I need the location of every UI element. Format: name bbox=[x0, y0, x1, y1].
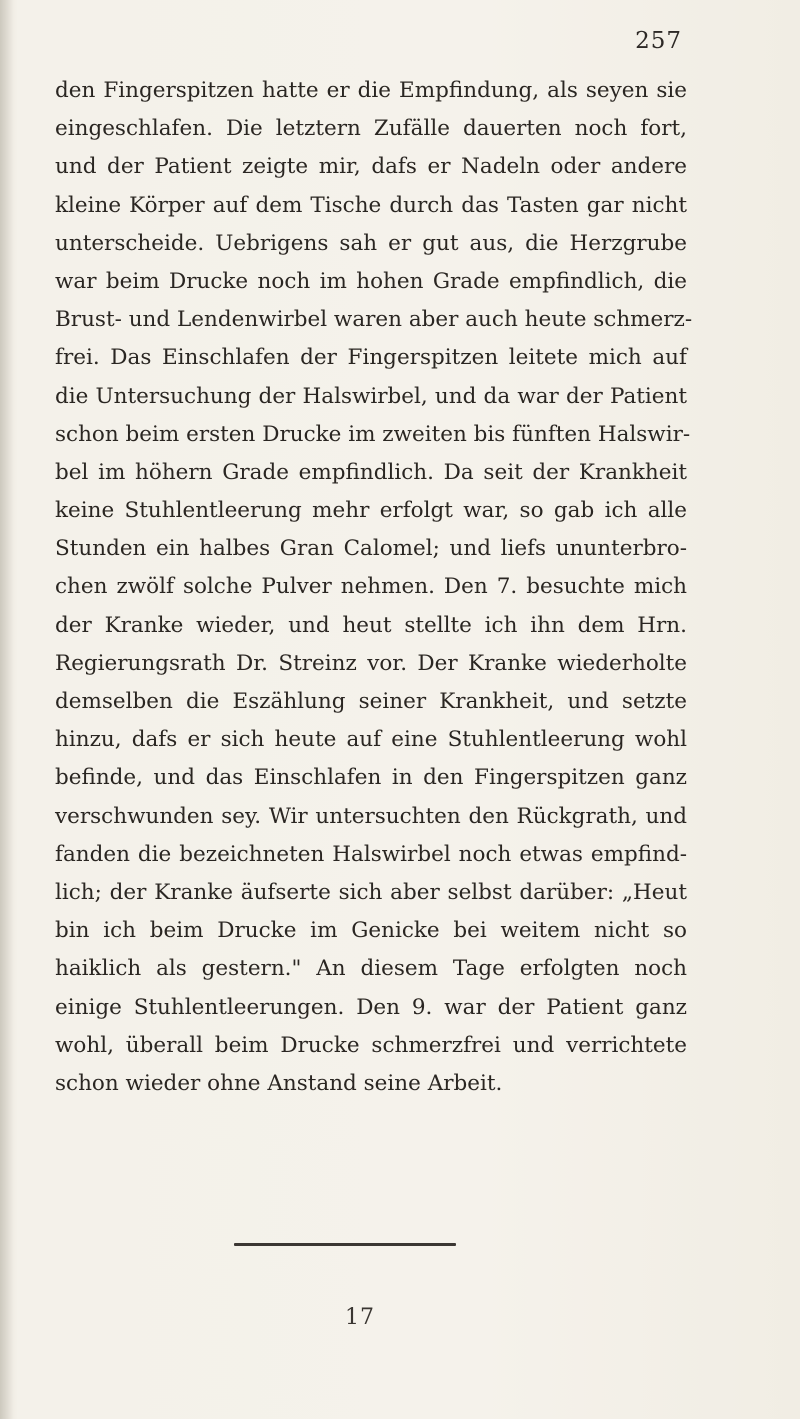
text-line: befinde, und das Einschlafen in den Fingerspitzen ganz bbox=[55, 765, 687, 791]
text-line: demselben die Eszählung seiner Krankheit, und setzte bbox=[55, 689, 687, 714]
gutter-shadow bbox=[0, 0, 14, 1419]
text-line: und der Patient zeigte mir, dafs er Nadeln oder andere bbox=[55, 154, 687, 180]
text-line: die Untersuchung der Halswirbel, und da war der Patient bbox=[55, 383, 687, 409]
text-line: kleine Körper auf dem Tische durch das Tasten gar nicht bbox=[55, 192, 687, 218]
text-line: Stunden ein halbes Gran Calomel; und liefs ununterbro- bbox=[55, 536, 687, 562]
page-number: 257 bbox=[635, 28, 682, 54]
text-line: schon beim ersten Drucke im zweiten bis fünften Halswir- bbox=[55, 421, 691, 447]
text-line: Brust- und Lendenwirbel waren aber auch heute schmerz- bbox=[55, 307, 693, 333]
text-line: chen zwölf solche Pulver nehmen. Den 7. besuchte mich bbox=[55, 574, 687, 600]
text-line: unterscheide. Uebrigens sah er gut aus, die Herzgrube bbox=[55, 230, 687, 256]
text-line: hinzu, dafs er sich heute auf eine Stuhlentleerung wohl bbox=[55, 727, 687, 753]
text-line: lich; der Kranke äufserte sich aber selbst darüber: „Heut bbox=[55, 879, 687, 905]
text-line: haiklich als gestern." An diesem Tage erfolgten noch bbox=[55, 956, 687, 982]
signature-mark: 17 bbox=[345, 1305, 375, 1330]
text-line: einige Stuhlentleerungen. Den 9. war der Patient ganz bbox=[55, 994, 687, 1020]
text-line: schon wieder ohne Anstand seine Arbeit. bbox=[55, 1070, 503, 1096]
text-line: frei. Das Einschlafen der Fingerspitzen leitete mich auf bbox=[55, 345, 687, 371]
text-line: war beim Drucke noch im hohen Grade empfindlich, die bbox=[55, 268, 687, 294]
section-rule bbox=[234, 1243, 456, 1246]
text-line: keine Stuhlentleerung mehr erfolgt war, so gab ich alle bbox=[55, 498, 687, 524]
body-text bbox=[55, 72, 693, 1103]
text-line: der Kranke wieder, und heut stellte ich ihn dem Hrn. bbox=[55, 612, 687, 638]
text-line: Regierungsrath Dr. Streinz vor. Der Kranke wiederholte bbox=[55, 650, 687, 676]
text-line: bel im höhern Grade empfindlich. Da seit der Krankheit bbox=[55, 459, 687, 485]
text-line: verschwunden sey. Wir untersuchten den Rückgrath, und bbox=[55, 803, 687, 829]
text-line: bin ich beim Drucke im Genicke bei weitem nicht so bbox=[55, 918, 687, 944]
text-line: den Fingerspitzen hatte er die Empfindung, als seyen sie bbox=[55, 78, 687, 103]
text-line: fanden die bezeichneten Halswirbel noch etwas empfind- bbox=[55, 841, 687, 867]
text-line: wohl, überall beim Drucke schmerzfrei und verrichtete bbox=[55, 1032, 687, 1058]
text-line: eingeschlafen. Die letztern Zufälle dauerten noch fort, bbox=[55, 116, 687, 142]
